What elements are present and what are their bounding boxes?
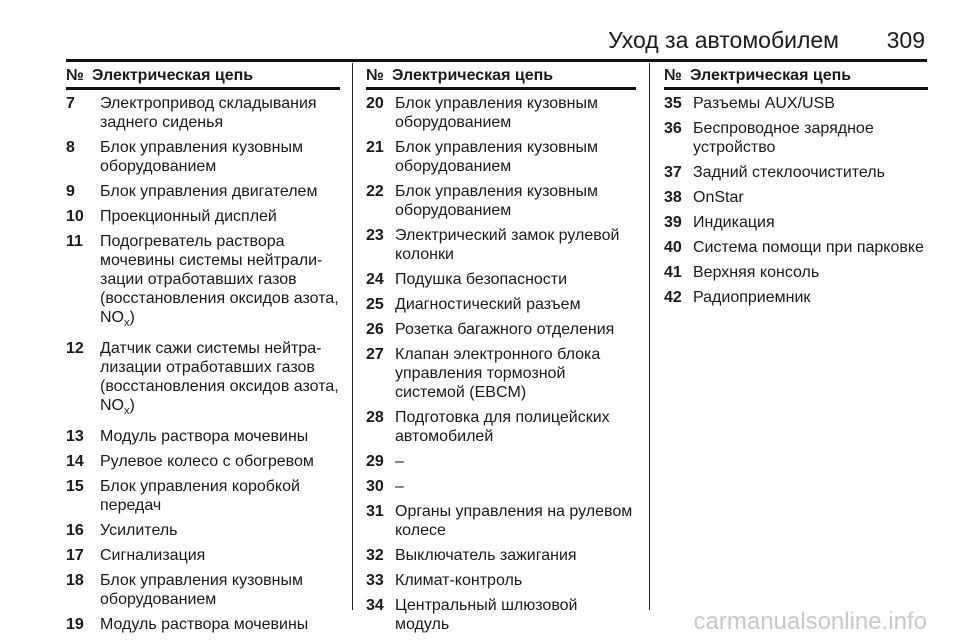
table-row xyxy=(66,232,340,333)
table-header xyxy=(366,63,636,90)
row-text: Электрический замок рулевой колонки xyxy=(395,227,620,263)
table-row xyxy=(66,94,340,132)
row-number: 15 xyxy=(66,478,84,496)
row-number: 20 xyxy=(366,95,384,112)
column-divider xyxy=(352,63,353,610)
page-header xyxy=(66,24,927,62)
table-row xyxy=(366,320,636,339)
fuse-table-column-1 xyxy=(66,63,340,634)
table-row xyxy=(66,339,340,421)
table-row xyxy=(366,295,636,314)
row-number: 21 xyxy=(366,139,384,156)
row-number: 8 xyxy=(66,139,75,156)
table-row xyxy=(366,345,636,402)
table-row xyxy=(66,571,340,609)
row-text: Центральный шлюзовой модуль xyxy=(395,597,578,633)
row-number: 23 xyxy=(366,227,384,244)
row-number: 29 xyxy=(366,453,384,470)
table-row xyxy=(66,138,340,176)
row-text: Рулевое колесо с обогревом xyxy=(100,453,314,471)
table-row xyxy=(366,138,636,176)
fuse-table-column-2 xyxy=(366,63,636,634)
row-number: 38 xyxy=(664,189,682,206)
row-text: Блок управления кузовным оборудованием xyxy=(395,183,598,219)
row-number: 27 xyxy=(366,346,384,363)
row-text: Подготовка для полицейских автомобилей xyxy=(395,409,610,445)
table-header xyxy=(66,63,340,90)
table-row xyxy=(366,452,636,471)
table-row xyxy=(66,546,340,565)
row-text: Датчик сажи системы нейтра-лизации отработавших газов (восстановления оксидов азота, $NO_x$) xyxy=(100,340,339,418)
table-row xyxy=(66,477,340,515)
row-number: 28 xyxy=(366,409,384,426)
row-text: Розетка багажного отделения xyxy=(395,321,615,338)
row-list xyxy=(66,94,340,634)
row-text: OnStar xyxy=(693,189,744,206)
page-number: 309 xyxy=(886,27,925,53)
row-number: 9 xyxy=(66,183,75,200)
row-number: 13 xyxy=(66,428,84,446)
row-number: 26 xyxy=(366,321,384,338)
circuit-header: Электрическая цепь xyxy=(392,67,554,84)
table-row xyxy=(366,226,636,264)
row-text: Радиоприемник xyxy=(693,289,811,306)
table-row xyxy=(366,182,636,220)
table-row xyxy=(66,452,340,471)
row-number: 37 xyxy=(664,164,682,181)
row-number: 19 xyxy=(66,616,84,634)
row-text: Беспроводное зарядное устройство xyxy=(693,120,874,156)
table-row xyxy=(366,94,636,132)
row-number: 24 xyxy=(366,271,384,288)
watermark: carmanualsonline.info xyxy=(693,608,927,635)
row-text: Блок управления двигателем xyxy=(100,183,318,200)
row-list xyxy=(366,94,636,634)
row-text: Верхняя консоль xyxy=(693,264,820,281)
row-number: 40 xyxy=(664,239,682,256)
table-row xyxy=(366,270,636,289)
row-number: 35 xyxy=(664,95,682,112)
row-number: 33 xyxy=(366,572,384,589)
table-row xyxy=(66,427,340,446)
table-row xyxy=(66,521,340,540)
row-text: – xyxy=(395,478,404,495)
table-row xyxy=(366,502,636,540)
row-number: 10 xyxy=(66,208,84,225)
row-number: 16 xyxy=(66,522,84,540)
row-number: 31 xyxy=(366,503,384,520)
row-number: 36 xyxy=(664,120,682,137)
row-text: Блок управления кузовным оборудованием xyxy=(395,139,598,175)
row-number: 42 xyxy=(664,289,682,306)
table-row xyxy=(66,182,340,201)
row-number: 14 xyxy=(66,453,84,471)
table-row xyxy=(664,213,928,232)
row-number: 34 xyxy=(366,597,384,614)
row-number: 30 xyxy=(366,478,384,495)
row-number: 17 xyxy=(66,547,84,565)
row-list xyxy=(664,94,928,307)
table-row xyxy=(366,571,636,590)
table-row xyxy=(664,94,928,113)
table-row xyxy=(664,263,928,282)
row-text: Клапан электронного блока управления тормозной системой (EBCM) xyxy=(395,346,601,401)
row-text: Подогреватель раствора мочевины системы нейтрали-зации отработавших газов (восстановления оксидов азота, $NO_x$) xyxy=(100,233,339,330)
table-row xyxy=(66,615,340,634)
row-text: – xyxy=(395,453,404,470)
row-text: Индикация xyxy=(693,214,775,231)
circuit-header: Электрическая цепь xyxy=(690,67,852,84)
row-text: Выключатель зажигания xyxy=(395,547,577,564)
row-text: Органы управления на рулевом колесе xyxy=(395,503,633,539)
row-text: Блок управления кузовным оборудованием xyxy=(395,95,598,131)
row-number: 12 xyxy=(66,340,84,358)
row-text: Проекционный дисплей xyxy=(100,208,277,225)
row-text: Климат-контроль xyxy=(395,572,523,589)
number-header: № xyxy=(66,67,84,84)
fuse-table-column-3 xyxy=(664,63,928,307)
row-text: Сигнализация xyxy=(100,547,206,565)
table-row xyxy=(366,596,636,634)
table-row xyxy=(664,119,928,157)
page-title: Уход за автомобилем xyxy=(608,27,839,53)
table-row xyxy=(366,477,636,496)
column-divider xyxy=(649,63,650,610)
row-text: Блок управления кузовным оборудованием xyxy=(100,572,303,609)
table-row xyxy=(366,546,636,565)
table-row xyxy=(66,207,340,226)
table-header xyxy=(664,63,928,90)
table-row xyxy=(366,408,636,446)
row-text: Блок управления коробкой передач xyxy=(100,478,300,515)
row-text: Система помощи при парковке xyxy=(693,239,924,256)
table-row xyxy=(664,238,928,257)
row-number: 32 xyxy=(366,547,384,564)
row-number: 41 xyxy=(664,264,682,281)
row-text: Усилитель xyxy=(100,522,178,540)
table-row xyxy=(664,288,928,307)
row-text: Модуль раствора мочевины xyxy=(100,616,309,634)
row-number: 39 xyxy=(664,214,682,231)
row-number: 11 xyxy=(66,233,83,250)
row-number: 25 xyxy=(366,296,384,313)
row-text: Модуль раствора мочевины xyxy=(100,428,309,446)
table-row xyxy=(664,188,928,207)
circuit-header: Электрическая цепь xyxy=(92,67,254,84)
table-row xyxy=(664,163,928,182)
row-text: Задний стеклоочиститель xyxy=(693,164,885,181)
row-number: 22 xyxy=(366,183,384,200)
number-header: № xyxy=(366,67,384,84)
row-text: Диагностический разъем xyxy=(395,296,581,313)
number-header: № xyxy=(664,67,682,84)
row-number: 7 xyxy=(66,95,75,112)
row-text: Разъемы AUX/USB xyxy=(693,95,835,112)
row-number: 18 xyxy=(66,572,84,590)
row-text: Блок управления кузовным оборудованием xyxy=(100,139,303,175)
row-text: Электропривод складывания заднего сиденья xyxy=(100,95,317,131)
row-text: Подушка безопасности xyxy=(395,271,568,288)
